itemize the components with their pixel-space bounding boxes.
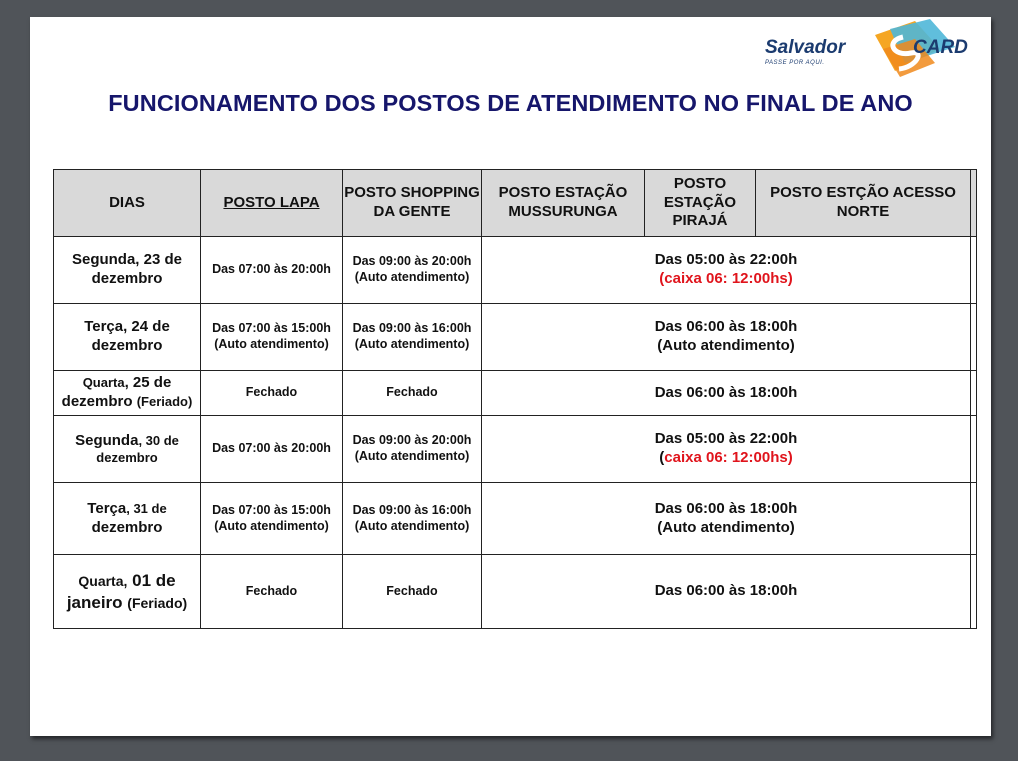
document-page xyxy=(30,17,991,736)
day-month: dezembro xyxy=(61,393,133,410)
shopping-cell xyxy=(343,371,482,416)
shopping-hours: Das 09:00 às 20:00h xyxy=(352,254,472,269)
row-spacer xyxy=(971,371,977,416)
day-cell xyxy=(54,237,201,304)
day-cell xyxy=(54,371,201,416)
day-date: , 25 de xyxy=(124,374,172,392)
day-weekday: Terça xyxy=(87,499,127,517)
estacoes-cell xyxy=(482,416,971,483)
shopping-cell xyxy=(343,555,482,629)
schedule-table xyxy=(53,169,977,629)
shopping-hours: Das 09:00 às 16:00h xyxy=(352,502,472,517)
lapa-hours: Das 07:00 às 15:00h xyxy=(212,502,331,517)
row-spacer xyxy=(971,237,977,304)
shopping-cell xyxy=(343,237,482,304)
day-holiday: (Feriado) xyxy=(136,394,193,409)
day-cell xyxy=(54,304,201,371)
day-line: Terça, 24 de xyxy=(84,318,170,336)
day-line: dezembro xyxy=(91,337,163,354)
day-line xyxy=(54,500,200,519)
day-date: , 31 de xyxy=(126,500,167,516)
table-row xyxy=(54,483,977,555)
logo-text-card: CARD xyxy=(913,37,968,58)
lapa-note: (Auto atendimento) xyxy=(214,518,329,533)
day-line xyxy=(54,393,200,412)
day-month: dezembro xyxy=(91,518,163,536)
shopping-note: (Auto atendimento) xyxy=(354,449,470,463)
row-spacer xyxy=(971,555,977,629)
day-cell xyxy=(54,555,201,629)
estacoes-note xyxy=(482,449,970,468)
day-date: , 30 de xyxy=(138,432,179,448)
row-spacer xyxy=(971,483,977,555)
estacoes-cell xyxy=(482,304,971,371)
day-line xyxy=(54,570,200,591)
shopping-note: (Auto atendimento) xyxy=(354,518,470,533)
table-row xyxy=(54,304,977,371)
lapa-hours: Das 07:00 às 20:00h xyxy=(212,262,331,277)
header-spacer xyxy=(971,170,977,237)
shopping-cell xyxy=(343,416,482,483)
table-header-row xyxy=(54,170,977,237)
salvador-card-logo xyxy=(765,19,987,89)
shopping-hours: Das 09:00 às 20:00h xyxy=(352,433,472,448)
estacoes-cell xyxy=(482,237,971,304)
shopping-cell xyxy=(343,304,482,371)
shopping-cell xyxy=(343,483,482,555)
day-date: 01 de xyxy=(132,571,176,591)
lapa-note: (Auto atendimento) xyxy=(214,337,329,351)
lapa-hours: Das 07:00 às 20:00h xyxy=(212,441,331,456)
day-line: dezembro xyxy=(91,270,163,287)
lapa-cell xyxy=(201,416,343,483)
row-spacer xyxy=(971,416,977,483)
shopping-note: (Auto atendimento) xyxy=(354,270,470,284)
lapa-cell xyxy=(201,555,343,629)
table-row xyxy=(54,237,977,304)
day-holiday: (Feriado) xyxy=(127,594,188,611)
logo-tagline: PASSE POR AQUI. xyxy=(765,60,825,66)
lapa-hours: Fechado xyxy=(245,583,298,598)
header-posto-lapa-label: POSTO LAPA xyxy=(223,193,320,211)
day-weekday: Quarta, xyxy=(78,573,128,590)
estacoes-hours: Das 06:00 às 18:00h xyxy=(654,582,798,600)
table-row xyxy=(54,371,977,416)
day-weekday: Segunda xyxy=(75,431,139,449)
day-line xyxy=(54,432,200,451)
logo-text-salvador: Salvador xyxy=(765,37,846,58)
page-title: FUNCIONAMENTO DOS POSTOS DE ATENDIMENTO NO FINAL DE ANO xyxy=(108,90,913,116)
estacoes-note-paren: ( xyxy=(659,449,665,466)
day-line xyxy=(54,374,200,393)
header-posto-shopping: POSTO SHOPPING DA GENTE xyxy=(343,170,482,237)
day-cell xyxy=(54,416,201,483)
row-spacer xyxy=(971,304,977,371)
header-posto-lapa xyxy=(201,170,343,237)
day-month: janeiro xyxy=(66,592,123,612)
estacoes-note-red: (caixa 06: 12:00hs) xyxy=(659,270,793,287)
shopping-hours: Das 09:00 às 16:00h xyxy=(352,321,472,336)
day-weekday: Quarta xyxy=(82,375,125,391)
estacoes-hours: Das 06:00 às 18:00h xyxy=(654,318,798,336)
header-posto-mussurunga: POSTO ESTAÇÃO MUSSURUNGA xyxy=(482,170,645,237)
day-line xyxy=(54,592,200,613)
shopping-hours: Fechado xyxy=(386,385,438,400)
shopping-note: (Auto atendimento) xyxy=(354,337,470,351)
lapa-hours: Fechado xyxy=(245,385,298,400)
table-row xyxy=(54,416,977,483)
estacoes-hours: Das 05:00 às 22:00h xyxy=(654,430,798,448)
estacoes-hours: Das 06:00 às 18:00h xyxy=(654,383,798,401)
header-posto-acesso-norte: POSTO ESTÇÃO ACESSO NORTE xyxy=(756,170,971,237)
estacoes-cell xyxy=(482,483,971,555)
header-dias: DIAS xyxy=(54,170,201,237)
shopping-hours: Fechado xyxy=(386,583,438,598)
day-cell xyxy=(54,483,201,555)
estacoes-cell xyxy=(482,371,971,416)
estacoes-note: (Auto atendimento) xyxy=(657,518,795,536)
estacoes-hours: Das 05:00 às 22:00h xyxy=(654,251,798,269)
lapa-cell xyxy=(201,483,343,555)
table-row xyxy=(54,555,977,629)
header-posto-piraja: POSTO ESTAÇÃO PIRAJÁ xyxy=(645,170,756,237)
lapa-cell xyxy=(201,237,343,304)
estacoes-note: (Auto atendimento) xyxy=(657,337,795,354)
lapa-hours: Das 07:00 às 15:00h xyxy=(212,321,331,336)
day-line: Segunda, 23 de xyxy=(71,251,183,269)
estacoes-hours: Das 06:00 às 18:00h xyxy=(654,499,798,517)
estacoes-note-red: caixa 06: 12:00hs) xyxy=(664,449,793,466)
lapa-cell xyxy=(201,371,343,416)
lapa-cell xyxy=(201,304,343,371)
estacoes-cell xyxy=(482,555,971,629)
day-month: dezembro xyxy=(96,450,158,466)
